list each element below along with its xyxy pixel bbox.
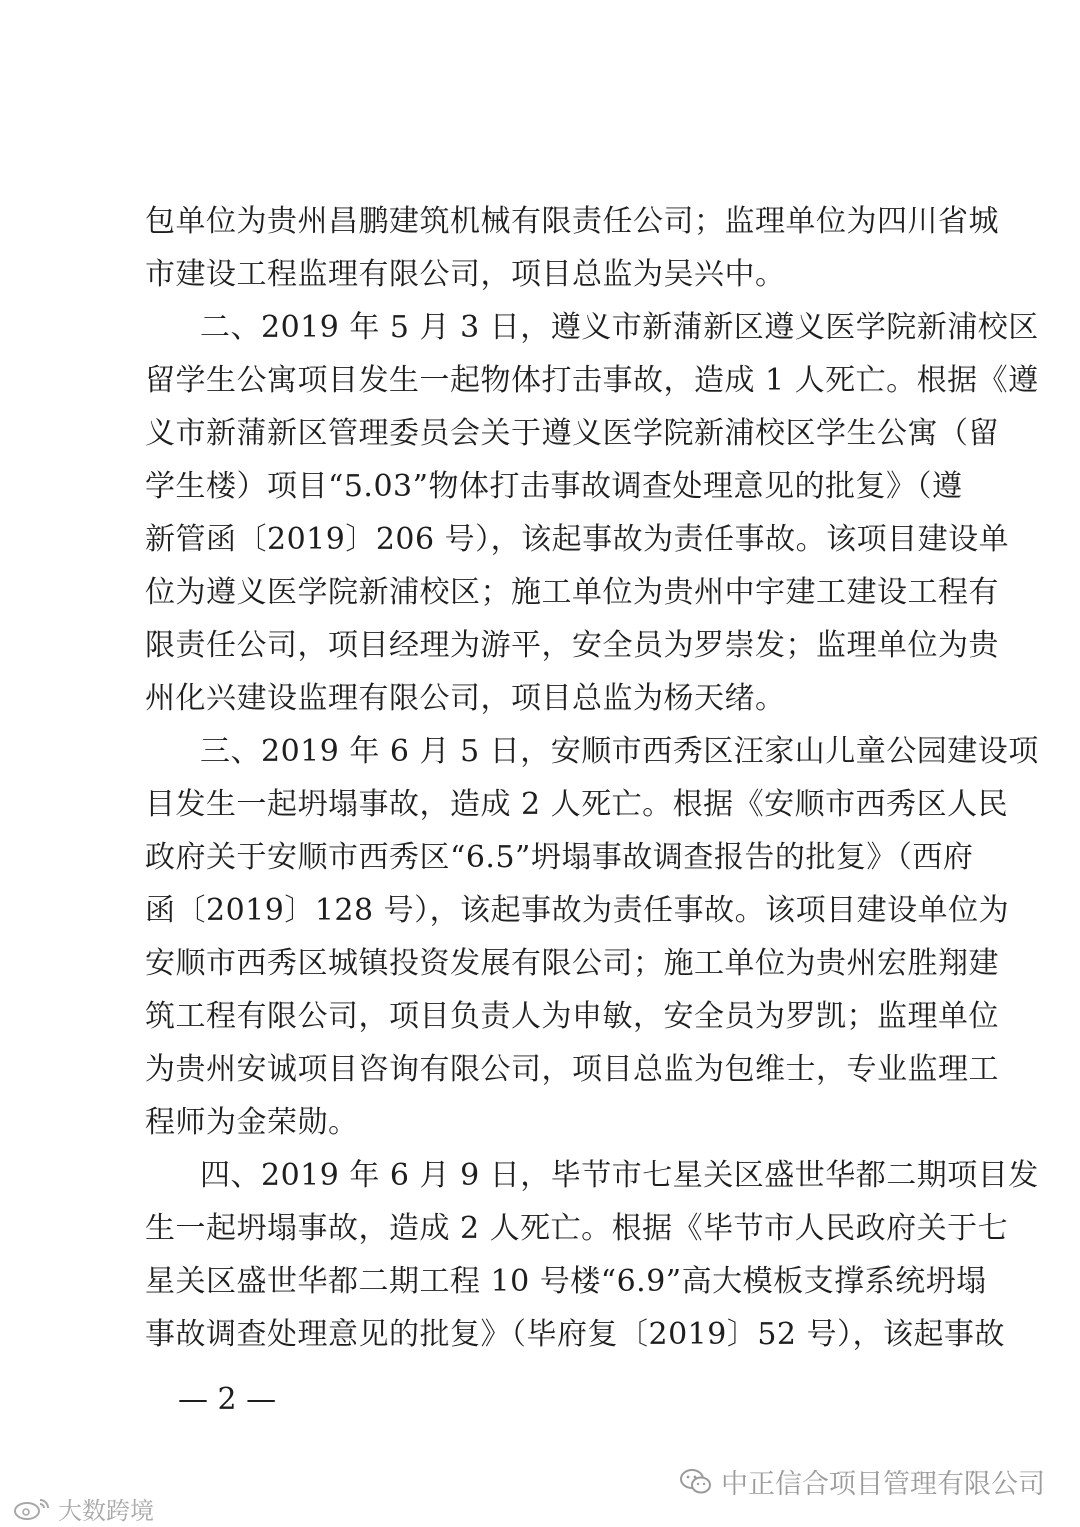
wechat-watermark: [679, 1462, 1045, 1501]
text-line: 目发生一起坍塌事故，造成 2 人死亡。根据《安顺市西秀区人民: [145, 787, 1009, 822]
text-line: 州化兴建设监理有限公司，项目总监为杨天绪。: [145, 681, 786, 716]
text-line: 学生楼）项目“5.03”物体打击事故调查处理意见的批复》（遵: [145, 469, 963, 504]
text-line: 星关区盛世华都二期工程 10 号楼“6.9”高大模板支撑系统坍塌: [145, 1264, 987, 1299]
text-line: 事故调查处理意见的批复》（毕府复〔2019〕52 号），该起事故: [145, 1317, 1006, 1352]
text-line: 生一起坍塌事故，造成 2 人死亡。根据《毕节市人民政府关于七: [145, 1211, 1009, 1246]
text-line: 位为遵义医学院新浦校区；施工单位为贵州中宇建工建设工程有: [145, 575, 999, 610]
weibo-watermark: [12, 1491, 154, 1526]
text-line: 程师为金荣勋。: [145, 1105, 359, 1140]
watermark-text: 大数跨境: [58, 1497, 154, 1525]
text-line: 二、2019 年 5 月 3 日，遵义市新蒲新区遵义医学院新浦校区: [200, 310, 1039, 345]
text-line: 为贵州安诚项目咨询有限公司，项目总监为包维士，专业监理工: [145, 1052, 999, 1087]
watermark-text: 中正信合项目管理有限公司: [721, 1469, 1045, 1500]
text-line: 留学生公寓项目发生一起物体打击事故，造成 1 人死亡。根据《遵: [145, 363, 1039, 398]
text-line: 安顺市西秀区城镇投资发展有限公司；施工单位为贵州宏胜翔建: [145, 946, 999, 981]
weibo-icon: [12, 1496, 52, 1522]
text-line: 义市新蒲新区管理委员会关于遵义医学院新浦校区学生公寓（留: [145, 416, 999, 451]
page-number: — 2 —: [178, 1382, 277, 1417]
text-line: 限责任公司，项目经理为游平，安全员为罗崇发；监理单位为贵: [145, 628, 999, 663]
text-line: 筑工程有限公司，项目负责人为申敏，安全员为罗凯；监理单位: [145, 999, 999, 1034]
text-line: 包单位为贵州昌鹏建筑机械有限责任公司；监理单位为四川省城: [145, 204, 999, 239]
text-line: 四、2019 年 6 月 9 日，毕节市七星关区盛世华都二期项目发: [200, 1158, 1039, 1193]
text-line: 市建设工程监理有限公司，项目总监为吴兴中。: [145, 257, 786, 292]
wechat-icon: [679, 1468, 713, 1496]
text-line: 政府关于安顺市西秀区“6.5”坍塌事故调查报告的批复》（西府: [145, 840, 974, 875]
text-line: 函〔2019〕128 号），该起事故为责任事故。该项目建设单位为: [145, 893, 1010, 928]
text-line: 三、2019 年 6 月 5 日，安顺市西秀区汪家山儿童公园建设项: [200, 734, 1039, 769]
text-line: 新管函〔2019〕206 号），该起事故为责任事故。该项目建设单: [145, 522, 1010, 557]
